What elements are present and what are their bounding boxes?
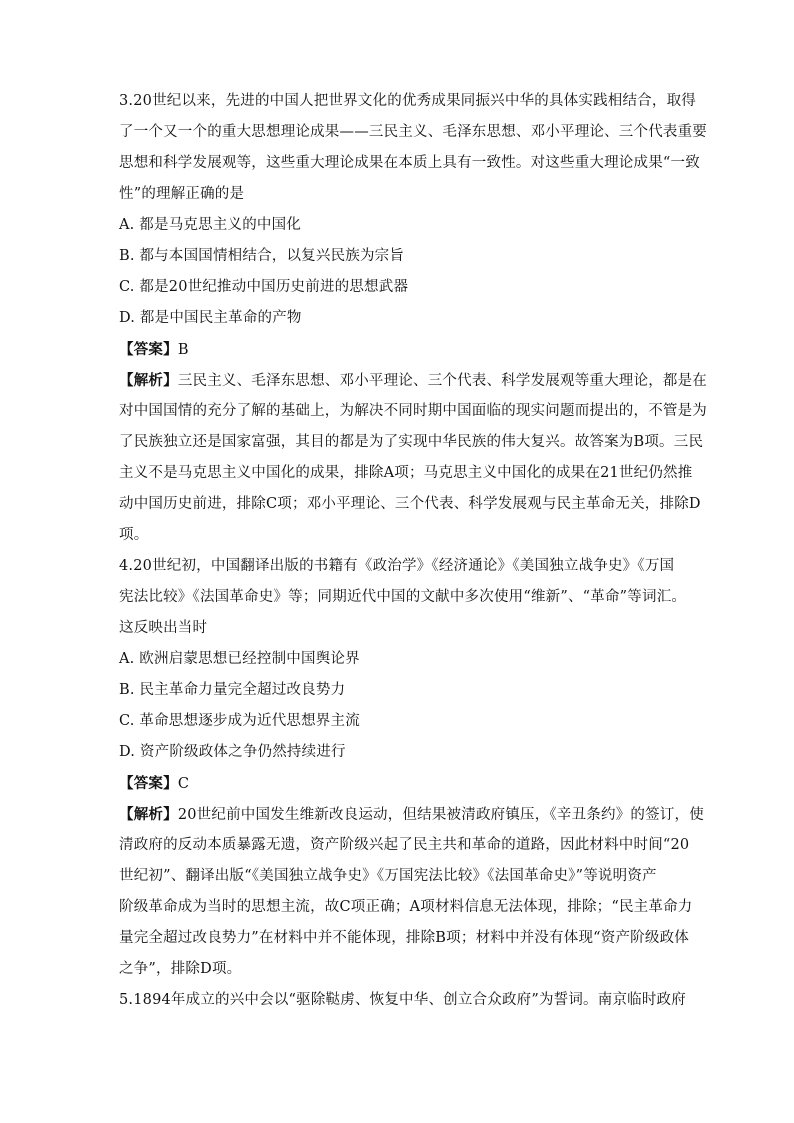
question-3-stem-line: 3.20世纪以来，先进的中国人把世界文化的优秀成果同振兴中华的具体实践相结合，取得 xyxy=(119,93,696,109)
question-3-stem-line: 性”的理解正确的是 xyxy=(119,186,245,202)
answer-value: C xyxy=(177,776,190,792)
question-4-analysis-line xyxy=(119,799,704,830)
question-4-analysis-line: 之争”，排除D项。 xyxy=(119,961,242,977)
question-3-analysis-line xyxy=(119,365,708,396)
question-3-option-c: C. 都是20世纪推动中国历史前进的思想武器 xyxy=(119,279,409,295)
question-4-option-b: B. 民主革命力量完全超过改良势力 xyxy=(119,682,346,698)
question-3-analysis-line: 了民族独立还是国家富强，其目的都是为了实现中华民族的伟大复兴。故答案为B项。三民 xyxy=(119,434,704,450)
question-5 xyxy=(119,985,686,1016)
answer-label: 【答案】 xyxy=(119,775,178,792)
question-4-option-c: C. 革命思想逐步成为近代思想界主流 xyxy=(119,713,360,729)
question-4-analysis-line: 清政府的反动本质暴露无遗，资产阶级兴起了民主共和革命的道路，因此材料中时间“20 xyxy=(119,837,690,853)
question-4-analysis-line: 量完全超过改良势力”在材料中并不能体现，排除B项；材料中并没有体现“资产阶级政体 xyxy=(119,930,689,946)
question-3 xyxy=(119,86,708,551)
analysis-text: 20世纪前中国发生维新改良运动，但结果被清政府镇压，《辛丑条约》的签订，使 xyxy=(177,807,704,823)
question-4-option-d: D. 资产阶级政体之争仍然持续进行 xyxy=(119,744,346,760)
question-3-option-d: D. 都是中国民主革命的产物 xyxy=(119,310,302,326)
question-3-stem-line: 思想和科学发展观等，这些重大理论成果在本质上具有一致性。对这些重大理论成果“一致 xyxy=(119,155,700,171)
question-4-option-a: A. 欧洲启蒙思想已经控制中国舆论界 xyxy=(119,651,360,667)
question-4-stem-line: 宪法比较》《法国革命史》等；同期近代中国的文献中多次使用“维新”、“革命”等词汇。 xyxy=(119,589,687,605)
analysis-text: 三民主义、毛泽东思想、邓小平理论、三个代表、科学发展观等重大理论，都是在 xyxy=(177,373,708,389)
answer-label: 【答案】 xyxy=(119,341,178,358)
question-3-analysis-line: 对中国国情的充分了解的基础上，为解决不同时期中国面临的现实问题而提出的，不管是为 xyxy=(119,403,707,419)
question-3-option-a: A. 都是马克思主义的中国化 xyxy=(119,217,301,233)
question-4-answer xyxy=(119,768,679,799)
question-4-stem-line: 4.20世纪初，中国翻译出版的书籍有《政治学》《经济通论》《美国独立战争史》《万国 xyxy=(119,558,675,574)
question-4 xyxy=(119,551,704,985)
question-5-stem-line: 5.1894年成立的兴中会以“驱除鞑虏、恢复中华、创立合众政府”为誓词。南京临时政府 xyxy=(119,992,686,1008)
question-3-analysis-line: 主义不是马克思主义中国化的成果，排除A项；马克思主义中国化的成果在21世纪仍然推 xyxy=(119,465,693,481)
question-3-stem-line: 了一个又一个的重大思想理论成果——三民主义、毛泽东思想、邓小平理论、三个代表重要 xyxy=(119,124,707,140)
analysis-label: 【解析】 xyxy=(119,806,178,823)
analysis-label: 【解析】 xyxy=(119,372,178,389)
question-4-analysis-line: 世纪初”、翻译出版“《美国独立战争史》《万国宪法比较》《法国革命史》”等说明资产 xyxy=(119,868,657,884)
question-3-analysis-line: 动中国历史前进，排除C项；邓小平理论、三个代表、科学发展观与民主革命无关，排除D xyxy=(119,496,701,512)
question-3-option-b: B. 都与本国国情相结合，以复兴民族为宗旨 xyxy=(119,248,405,264)
question-3-analysis-line: 项。 xyxy=(119,527,149,543)
question-4-stem-line: 这反映出当时 xyxy=(119,620,208,636)
answer-value: B xyxy=(177,342,189,358)
question-4-analysis-line: 阶级革命成为当时的思想主流，故C项正确；A项材料信息无法体现，排除；“民主革命力 xyxy=(119,899,693,915)
document-page xyxy=(119,86,708,1016)
question-3-answer xyxy=(119,334,679,365)
